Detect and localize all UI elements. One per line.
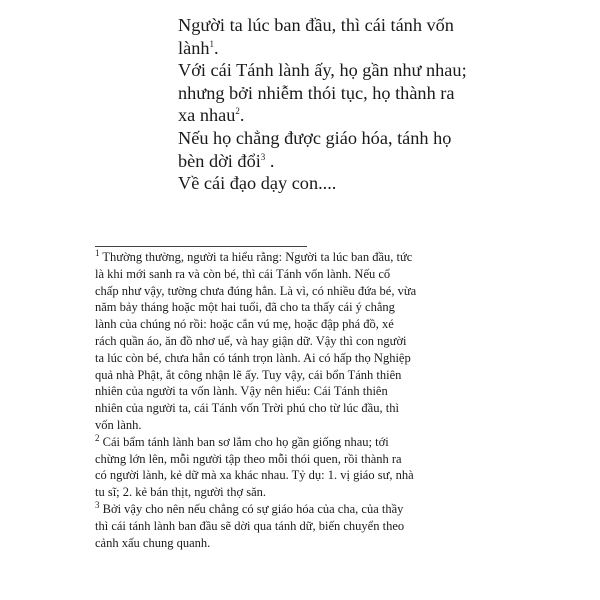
footnote-line: rách quần áo, ăn đồ nhơ uế, và hay giận dữ. Vậy thì con người xyxy=(95,333,407,348)
verse-line: Về cái đạo dạy con.... xyxy=(178,173,337,194)
footnote-marker: 3 xyxy=(260,151,266,162)
footnote-line: nhiên của người ta vốn lành. Vậy nên hiểu: Cái Tánh thiên xyxy=(95,384,388,399)
verse-line: Nếu họ chẳng được giáo hóa, tánh họ xyxy=(178,127,452,148)
footnote-line: nhiên của người ta, cái Tánh vốn Trời phú cho từ lúc đầu, thì xyxy=(95,401,399,416)
footnote-line: tu sĩ; 2. kẻ bán thịt, người thợ săn. xyxy=(95,485,267,500)
footnote-divider xyxy=(95,246,307,247)
footnote-line: là khi mới sanh ra và còn bé, thì cái Tánh vốn lành. Nếu cố xyxy=(95,266,391,281)
verse-block xyxy=(178,14,578,195)
footnote-number: 1 xyxy=(95,247,100,258)
footnote-line: thì cái tánh lành ban đầu sẽ dời qua tánh dữ, biến chuyển theo xyxy=(95,518,405,533)
footnote-2 xyxy=(95,434,569,501)
footnote-marker: 1 xyxy=(209,38,214,49)
verse-line: nhưng bởi nhiễm thói tục, họ thành ra xyxy=(178,82,455,103)
footnote-number: 2 xyxy=(95,432,100,443)
verse-line: lành$^1$. xyxy=(178,37,219,58)
footnote-line: có người lành, kẻ dữ mà xa khác nhau. Tỷ dụ: 1. vị giáo sư, nhà xyxy=(95,468,414,483)
verse-line: Người ta lúc ban đầu, thì cái tánh vốn xyxy=(178,15,454,35)
footnotes xyxy=(95,249,569,551)
footnote-line: cảnh xấu chung quanh. xyxy=(95,535,211,550)
verse-line: xa nhau$^2$. xyxy=(178,105,245,126)
verse-line: bèn dời đổi$^3$ . xyxy=(178,150,275,171)
footnote-line: chấp như vậy, tường chưa đúng hẳn. Là vì, có nhiều đứa bé, vừa xyxy=(95,283,417,298)
footnote-line: $^3$ Bởi vậy cho nên nếu chẳng có sự giáo hóa của cha, của thầy xyxy=(95,499,404,516)
footnote-3 xyxy=(95,501,569,551)
footnote-line: $^1$ Thường thường, người ta hiểu rằng: Người ta lúc ban đầu, tức xyxy=(95,247,413,264)
footnote-1 xyxy=(95,249,569,434)
footnote-line: $^2$ Cái bẩm tánh lành ban sơ lắm cho họ gần giống nhau; tới xyxy=(95,432,389,449)
footnote-line: lành của chúng nó rồi: hoặc cắn vú mẹ, hoặc đập phá đồ, xé xyxy=(95,317,394,332)
footnote-line: vốn lành. xyxy=(95,417,142,432)
footnote-number: 3 xyxy=(95,499,100,510)
footnote-line: chừng lớn lên, mỗi người tập theo mỗi thói quen, rồi thành ra xyxy=(95,451,402,466)
footnote-marker: 2 xyxy=(235,106,240,117)
verse-line: Với cái Tánh lành ấy, họ gần như nhau; xyxy=(178,60,467,81)
footnote-line: năm bảy tháng hoặc một hai tuổi, đã cho ta thấy cái ý chẳng xyxy=(95,300,395,315)
footnote-line: quả nhà Phật, ắt công nhận lẽ ấy. Tuy vậy, cái bổn Tánh thiên xyxy=(95,367,402,382)
footnote-line: ta lúc còn bé, chưa hẳn có tánh trọn lành. Ai có hấp thọ Nghiệp xyxy=(95,350,411,365)
